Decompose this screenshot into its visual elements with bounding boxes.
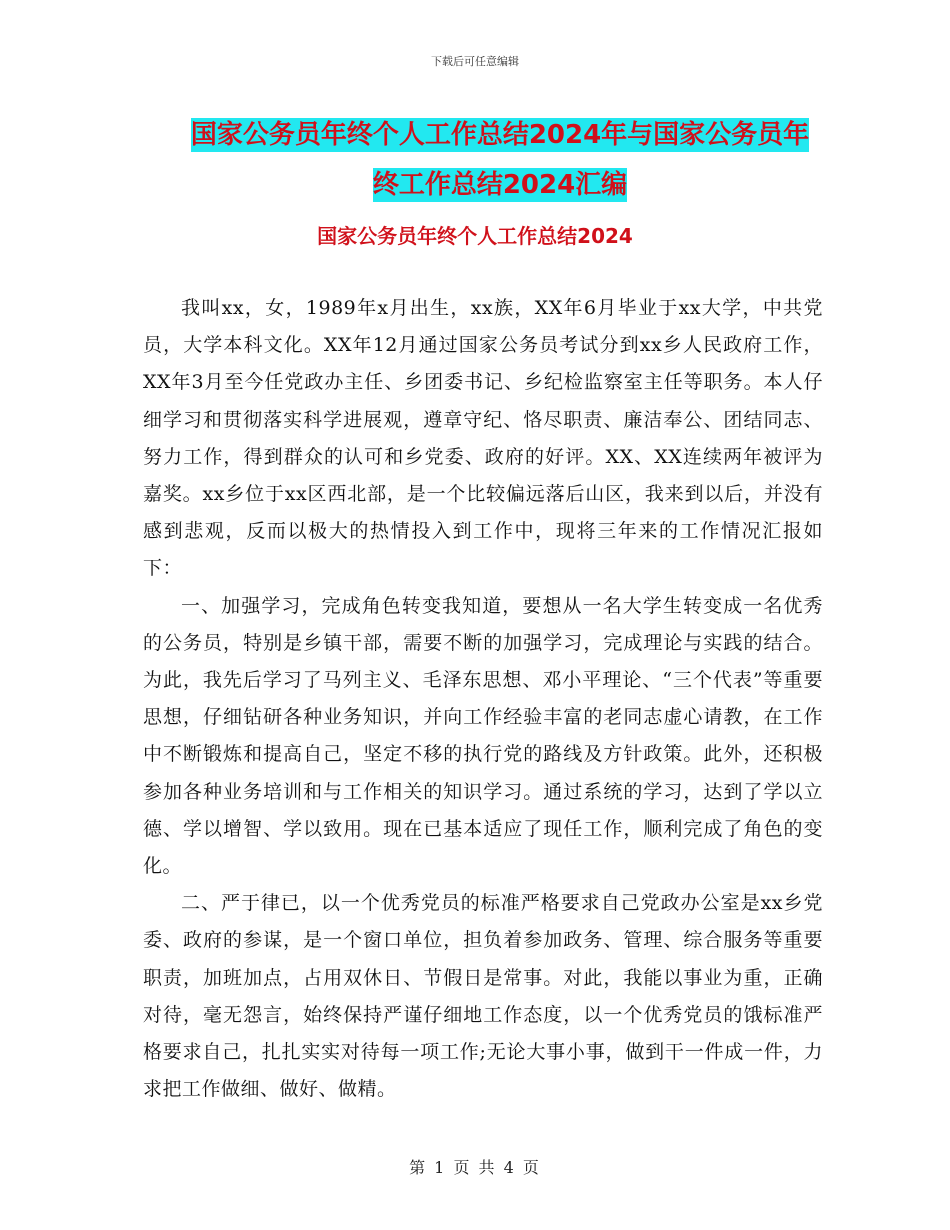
paragraph-study: 一、加强学习，完成角色转变我知道，要想从一名大学生转变成一名优秀的公务员，特别是乡镇干部，需要不断的加强学习，完成理论与实践的结合。为此，我先后学习了马列主义、毛泽东思想、邓小平理论、“三个代表”等重要思想，仔细钻研各种业务知识，并向工作经验丰富的老同志虚心请教，在工作中不断锻炼和提高自己，坚定不移的执行党的路线及方针政策。此外，还积极参加各种业务培训和与工作相关的知识学习。通过系统的学习，达到了学以立德、学以增智、学以致用。现在已基本适应了现任工作，顺利完成了角色的变化。 [143,594,823,878]
page-header-note: 下载后可任意编辑 [431,55,519,68]
document-title [140,110,860,210]
page-number: 第 1 页 共 4 页 [409,1158,541,1177]
document-title-line-2: 终工作总结2024汇编 [372,170,628,200]
document-title-line-1: 国家公务员年终个人工作总结2024年与国家公务员年 [190,120,810,150]
document-body [143,290,823,1108]
section-title: 国家公务员年终个人工作总结2024 [317,224,633,248]
paragraph-discipline: 二、严于律已，以一个优秀党员的标准严格要求自己党政办公室是xx乡党委、政府的参谋，是一个窗口单位，担负着参加政务、管理、综合服务等重要职责，加班加点，占用双休日、节假日是常事。对此，我能以事业为重，正确对待，毫无怨言，始终保持严谨仔细地工作态度，以一个优秀党员的饿标准严格要求自己，扎扎实实对待每一项工作;无论大事小事，做到干一件成一件，力求把工作做细、做好、做精。 [143,892,823,1101]
paragraph-intro: 我叫xx，女，1989年x月出生，xx族，XX年6月毕业于xx大学，中共党员，大学本科文化。XX年12月通过国家公务员考试分到xx乡人民政府工作，XX年3月至今任党政办主任、乡团委书记、乡纪检监察室主任等职务。本人仔细学习和贯彻落实科学进展观，遵章守纪、恪尽职责、廉洁奉公、团结同志、努力工作，得到群众的认可和乡党委、政府的好评。XX、XX连续两年被评为嘉奖。xx乡位于xx区西北部，是一个比较偏远落后山区，我来到以后，并没有感到悲观，反而以极大的热情投入到工作中，现将三年来的工作情况汇报如下： [143,297,823,580]
